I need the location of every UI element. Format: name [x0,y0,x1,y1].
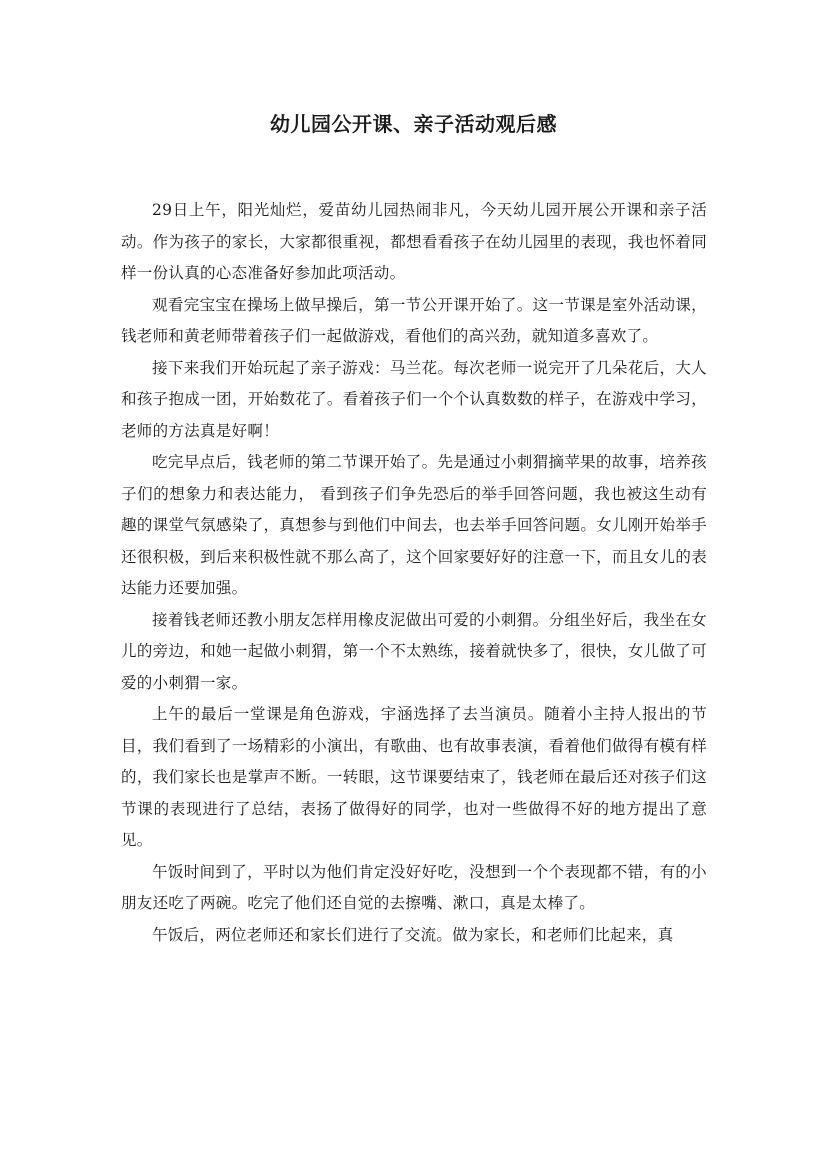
paragraph: 接下来我们开始玩起了亲子游戏：马兰花。每次老师一说完开了几朵花后，大人和孩子抱成一团，开始数花了。看着孩子们一个个认真数数的样子，在游戏中学习，老师的方法真是好啊！ [121,358,707,440]
document-title: 幼儿园公开课、亲子活动观后感 [270,112,557,136]
paragraph: 观看完宝宝在操场上做早操后，第一节公开课开始了。这一节课是室外活动课，钱老师和黄老师带着孩子们一起做游戏，看他们的高兴劲，就知道多喜欢了。 [121,295,707,345]
paragraph: 上午的最后一堂课是角色游戏，宇涵选择了去当演员。随着小主持人报出的节目，我们看到了一场精彩的小演出，有歌曲、也有故事表演，看着他们做得有模有样的，我们家长也是掌声不断。一转眼，这节课要结束了，钱老师在最后还对孩子们这节课的表现进行了总结，表扬了做得好的同学，也对一些做得不好的地方提出了意见。 [121,705,707,849]
paragraph: 午饭时间到了，平时以为他们肯定没好好吃，没想到一个个表现都不错，有的小朋友还吃了两碗。吃完了他们还自觉的去擦嘴、漱口，真是太棒了。 [121,862,707,912]
document-body [121,195,707,951]
paragraph: 午饭后，两位老师还和家长们进行了交流。做为家长，和老师们比起来，真 [152,925,674,944]
paragraph: 29日上午，阳光灿烂，爱苗幼儿园热闹非凡，今天幼儿园开展公开课和亲子活动。作为孩子的家长，大家都很重视，都想看看孩子在幼儿园里的表现，我也怀着同样一份认真的心态准备好参加此项活动。 [121,201,707,282]
paragraph: 吃完早点后，钱老师的第二节课开始了。先是通过小刺猬摘苹果的故事，培养孩子们的想象力和表达能力， 看到孩子们争先恐后的举手回答问题，我也被这生动有趣的课堂气氛感染了，真想参与到他们中间去，也去举手回答问题。女儿刚开始举手还很积极，到后来积极性就不那么高了，这个回家要好好的注意一下，而且女儿的表达能力还要加强。 [121,453,707,597]
paragraph: 接着钱老师还教小朋友怎样用橡皮泥做出可爱的小刺猬。分组坐好后，我坐在女儿的旁边，和她一起做小刺猬，第一个不太熟练，接着就快多了，很快，女儿做了可爱的小刺猬一家。 [121,610,707,692]
